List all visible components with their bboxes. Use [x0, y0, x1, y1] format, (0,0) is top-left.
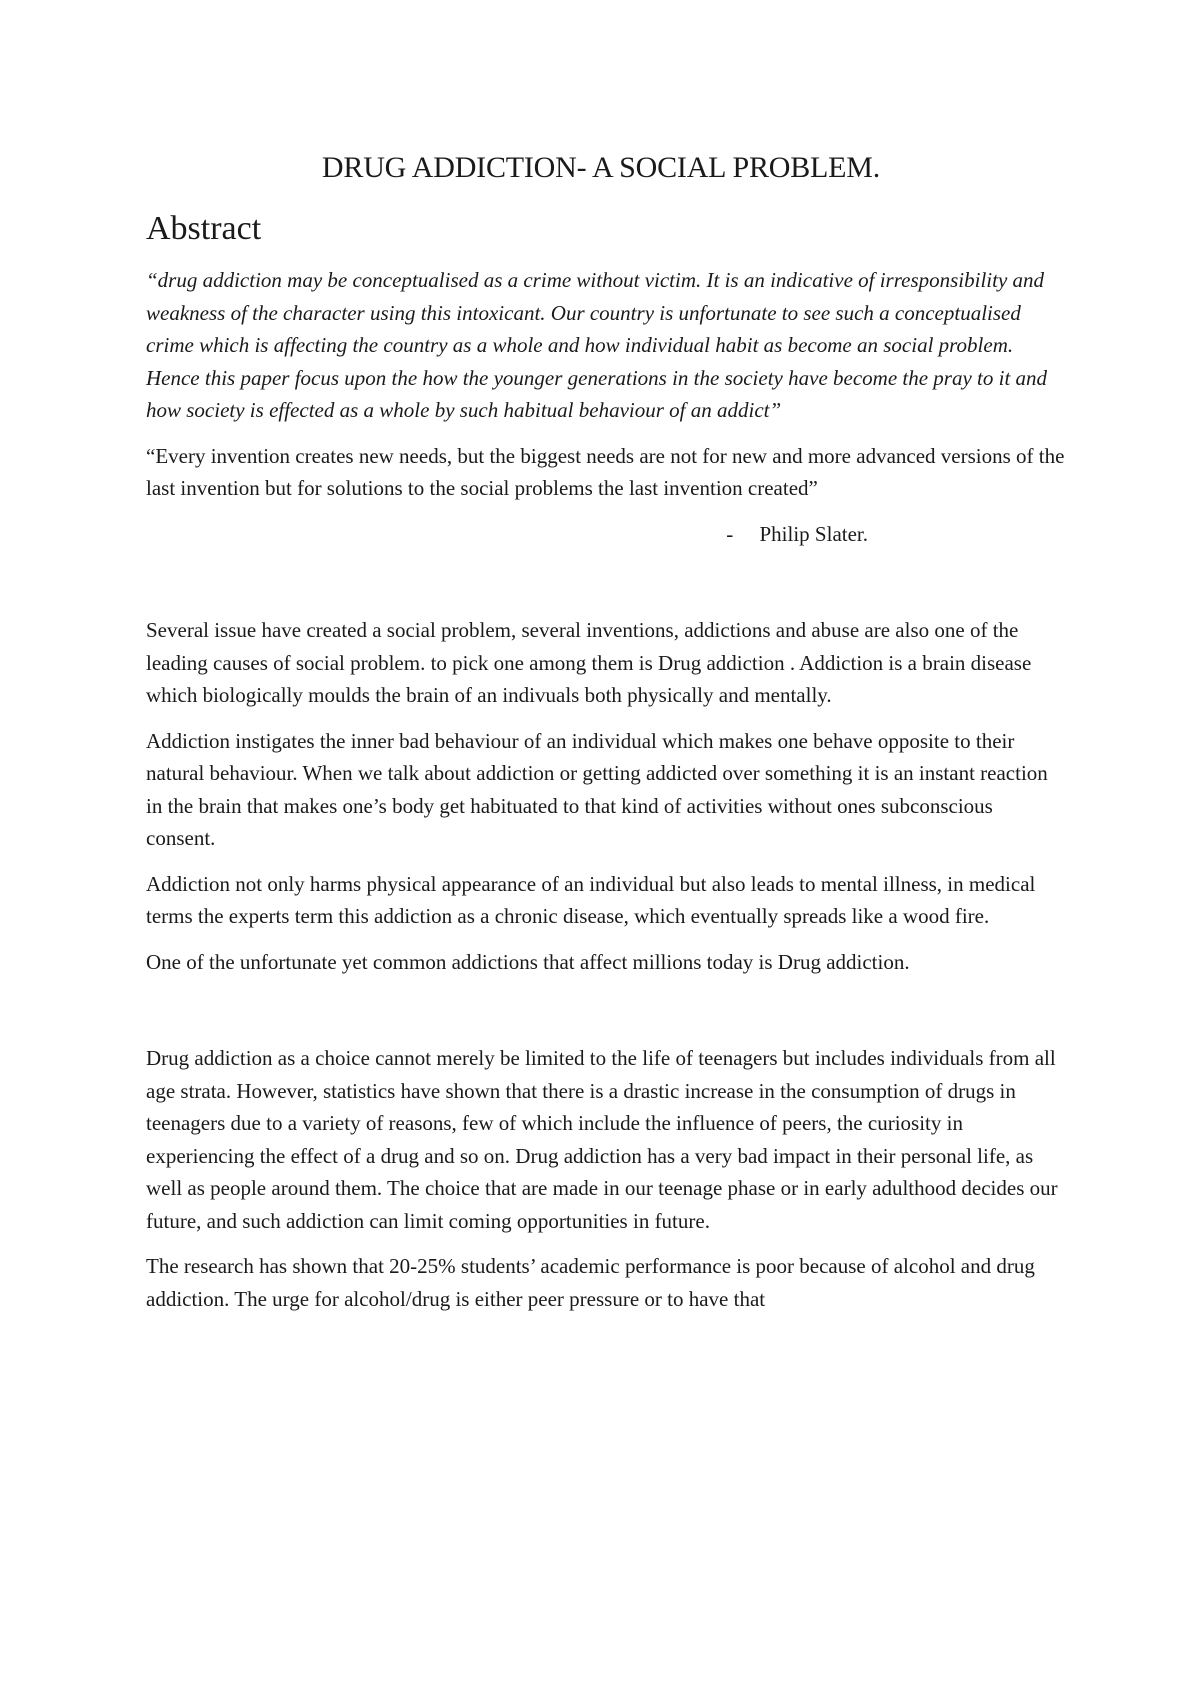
document-page [146, 148, 1066, 1328]
body-paragraph: Several issue have created a social problem, several inventions, addictions and abuse are also one of the leading causes of social problem. to pick one among them is Drug addiction . Addiction is a brain disease which biologically moulds the brain of an indivuals both physically and mentally. [146, 618, 1032, 707]
quote-attribution: - Philip Slater. [726, 521, 868, 546]
body-paragraph: One of the unfortunate yet common addictions that affect millions today is Drug addiction. [146, 949, 910, 974]
abstract-text: “drug addiction may be conceptualised as a crime without victim. It is an indicative of irresponsibility and weakness of the character using this intoxicant. Our country is unfortunate to see such a conceptualised crime which is affecting the country as a whole and how individual habit as become an social problem. Hence this paper focus upon the how the younger generations in the society have become the pray to it and how society is effected as a whole by such habitual behaviour of an addict” [146, 268, 1048, 422]
body-paragraph: Addiction instigates the inner bad behaviour of an individual which makes one behave opposite to their natural behaviour. When we talk about addiction or getting addicted over something it is an instant reaction in the brain that makes one’s body get habituated to that kind of activities without ones subconscious consent. [146, 728, 1048, 850]
body-paragraph: Addiction not only harms physical appearance of an individual but also leads to mental illness, in medical terms the experts term this addiction as a chronic disease, which eventually spreads like a wood fire. [146, 871, 1036, 928]
abstract-heading: Abstract [146, 210, 262, 247]
document-title: DRUG ADDICTION- A SOCIAL PROBLEM. [321, 151, 881, 184]
body-paragraph: Drug addiction as a choice cannot merely be limited to the life of teenagers but includes individuals from all age strata. However, statistics have shown that there is a drastic increase in the consumption of drugs in teenagers due to a variety of reasons, few of which include the influence of peers, the curiosity in experiencing the effect of a drug and so on. Drug addiction has a very bad impact in their personal life, as well as people around them. The choice that are made in our teenage phase or in early adulthood decides our future, and such addiction can limit coming opportunities in future. [146, 1046, 1058, 1233]
epigraph-quote: “Every invention creates new needs, but the biggest needs are not for new and more advanced versions of the last invention but for solutions to the social problems the last invention created” [146, 443, 1065, 500]
body-paragraph: The research has shown that 20-25% students’ academic performance is poor because of alcohol and drug addiction. The urge for alcohol/drug is either peer pressure or to have that [146, 1254, 1035, 1311]
